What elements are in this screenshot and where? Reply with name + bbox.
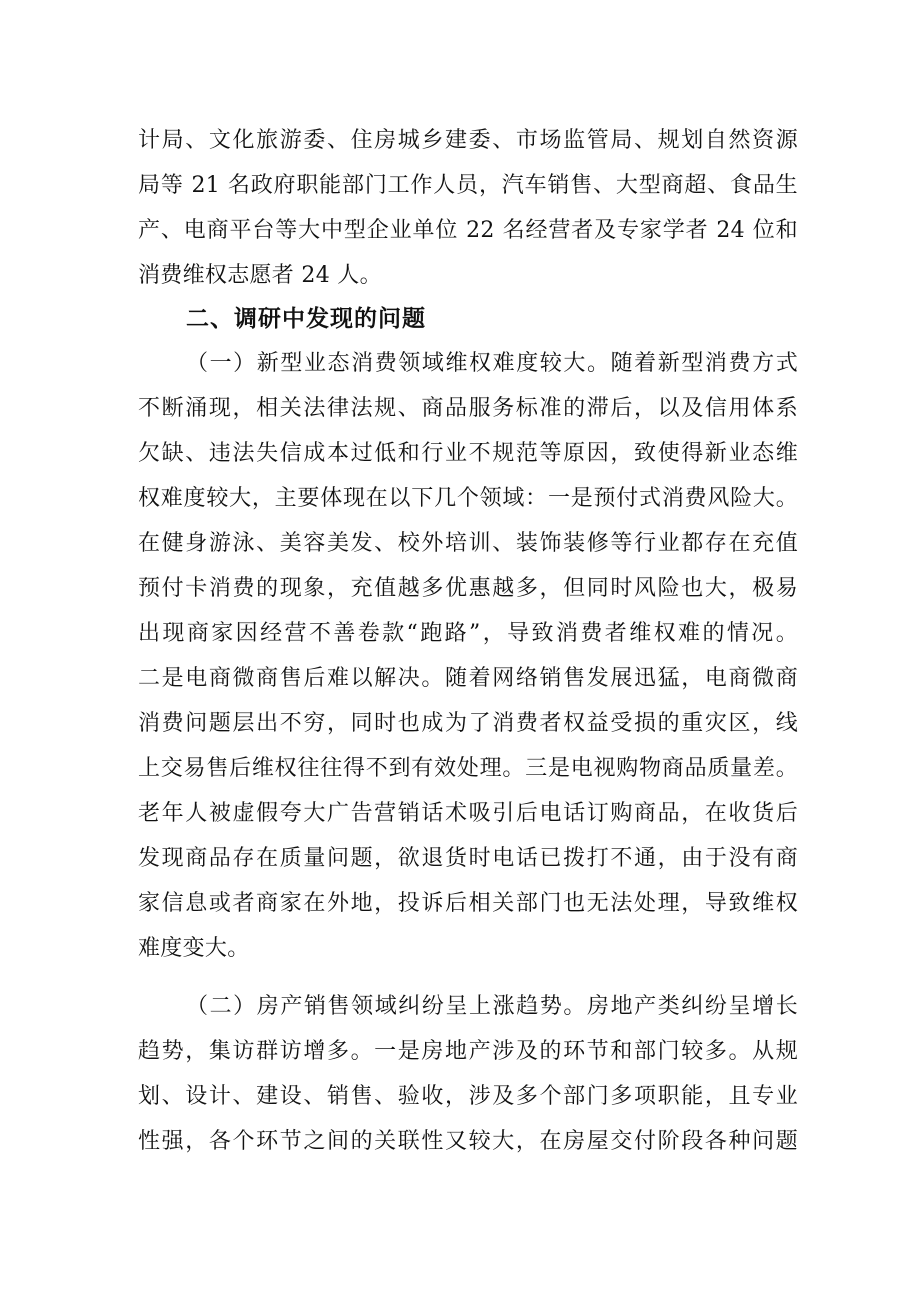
p1-line-5: 在健身游泳、美容美发、校外培训、装饰装修等行业都存在充值 [138, 531, 798, 556]
p1-line-14: 难度变大。 [138, 936, 250, 961]
section-heading: 二、调研中发现的问题 [186, 306, 426, 332]
intro-line-4: 消费维权志愿者 24 人。 [138, 263, 382, 288]
intro-line-1: 计局、文化旅游委、住房城乡建委、市场监管局、规划自然资源 [138, 128, 798, 153]
p1-line-11: 老年人被虚假夸大广告营销话术吸引后电话订购商品，在收货后 [138, 801, 798, 826]
intro-line-3: 产、电商平台等大中型企业单位 22 名经营者及专家学者 24 位和 [138, 218, 798, 243]
p1-line-1: （一）新型业态消费领域维权难度较大。随着新型消费方式 [186, 351, 798, 376]
p1-line-8: 二是电商微商售后难以解决。随着网络销售发展迅猛，电商微商 [138, 666, 798, 691]
intro-line-2: 局等 21 名政府职能部门工作人员，汽车销售、大型商超、食品生 [138, 173, 798, 198]
p1-line-3: 欠缺、违法失信成本过低和行业不规范等原因，致使得新业态维 [138, 441, 798, 466]
p2-line-4: 性强，各个环节之间的关联性又较大，在房屋交付阶段各种问题 [138, 1129, 798, 1154]
p1-line-10: 上交易售后维权往往得不到有效处理。三是电视购物商品质量差。 [138, 756, 798, 781]
p2-line-1: （二）房产销售领域纠纷呈上涨趋势。房地产类纠纷呈增长 [186, 994, 798, 1019]
p1-line-4: 权难度较大，主要体现在以下几个领域：一是预付式消费风险大。 [138, 486, 798, 511]
p1-line-6: 预付卡消费的现象，充值越多优惠越多，但同时风险也大，极易 [138, 576, 798, 601]
p1-line-12: 发现商品存在质量问题，欲退货时电话已拨打不通，由于没有商 [138, 846, 798, 871]
p1-line-9: 消费问题层出不穷，同时也成为了消费者权益受损的重灾区，线 [138, 711, 798, 736]
p1-line-7: 出现商家因经营不善卷款“跑路”，导致消费者维权难的情况。 [138, 621, 798, 646]
p2-line-2: 趋势，集访群访增多。一是房地产涉及的环节和部门较多。从规 [138, 1039, 798, 1064]
p1-line-13: 家信息或者商家在外地，投诉后相关部门也无法处理，导致维权 [138, 891, 798, 916]
p2-line-3: 划、设计、建设、销售、验收，涉及多个部门多项职能，且专业 [138, 1084, 798, 1109]
p1-line-2: 不断涌现，相关法律法规、商品服务标准的滞后，以及信用体系 [138, 396, 798, 421]
